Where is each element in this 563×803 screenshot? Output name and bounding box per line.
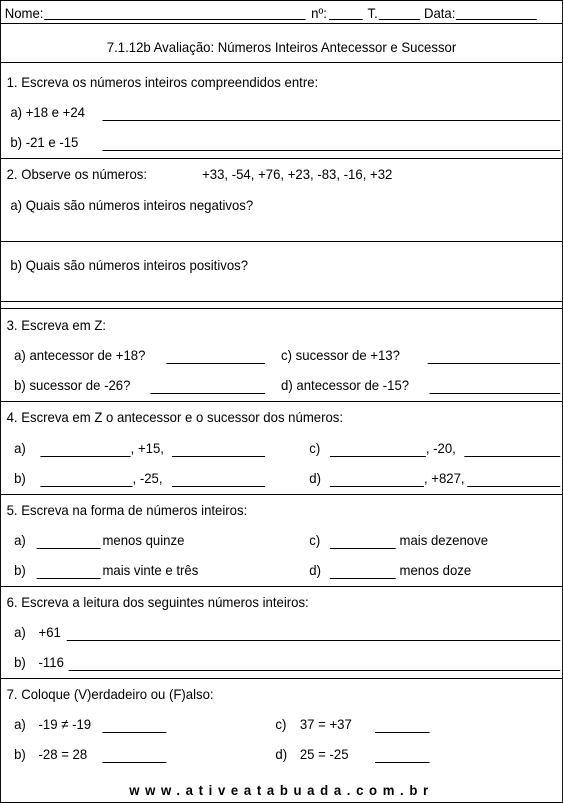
q4-c-value: , -20, — [425, 440, 456, 456]
q6-a-answer-line[interactable] — [67, 640, 561, 641]
divider — [1, 401, 562, 402]
divider — [1, 494, 562, 495]
q7-c-expr: 37 = +37 — [299, 716, 352, 732]
q7-b-answer-line[interactable] — [102, 762, 166, 763]
q5-c-text: mais dezenove — [399, 532, 489, 548]
q5-d-label: d) — [309, 562, 321, 578]
q6-prompt: 6. Escreva a leitura dos seguintes números inteiros: — [6, 594, 309, 610]
q5-b-answer-line[interactable] — [37, 578, 101, 579]
q4-a-label: a) — [14, 440, 26, 456]
q1-a-answer-line[interactable] — [102, 120, 560, 121]
q7-b-expr: -28 = 28 — [38, 746, 88, 762]
q7-d-label: d) — [275, 746, 288, 762]
q1-prompt: 1. Escreva os números inteiros compreendidos entre: — [6, 74, 319, 90]
q2-a-answer-line[interactable] — [1, 241, 562, 242]
q7-c-label: c) — [275, 716, 287, 732]
nome-blank[interactable] — [44, 19, 305, 20]
q3-b-answer-line[interactable] — [150, 393, 265, 394]
q7-d-answer-line[interactable] — [375, 762, 430, 763]
q5-a-label: a) — [14, 532, 26, 548]
q3-prompt: 3. Escreva em Z: — [6, 317, 107, 333]
q4-b-value: , -25, — [132, 470, 163, 486]
q5-a-text: menos quinze — [102, 532, 185, 548]
q2-prompt: 2. Observe os números: — [6, 166, 148, 182]
q7-a-expr: -19 ≠ -19 — [38, 716, 92, 732]
q2-a-text: a) Quais são números inteiros negativos? — [10, 197, 254, 213]
q4-prompt: 4. Escreva em Z o antecessor e o sucessor dos números: — [6, 409, 344, 425]
q5-d-text: menos doze — [399, 562, 472, 578]
q4-a-antecessor-line[interactable] — [40, 456, 130, 457]
q7-c-answer-line[interactable] — [375, 732, 430, 733]
q5-a-answer-line[interactable] — [37, 548, 101, 549]
q1-b-text: b) -21 e -15 — [10, 134, 79, 150]
q6-a-label: a) — [14, 624, 26, 640]
q7-a-label: a) — [14, 716, 26, 732]
numero-blank[interactable] — [329, 19, 363, 20]
q4-d-sucessor-line[interactable] — [467, 486, 560, 487]
q4-b-antecessor-line[interactable] — [40, 486, 132, 487]
data-blank[interactable] — [456, 19, 537, 20]
q5-c-label: c) — [309, 532, 321, 548]
divider — [1, 678, 562, 679]
divider — [1, 586, 562, 587]
q4-d-antecessor-line[interactable] — [330, 486, 424, 487]
q6-b-answer-line[interactable] — [69, 670, 561, 671]
q7-prompt: 7. Coloque (V)erdadeiro ou (F)also: — [6, 686, 214, 702]
q4-a-sucessor-line[interactable] — [172, 456, 265, 457]
q1-a-text: a) +18 e +24 — [10, 104, 85, 120]
divider — [1, 308, 562, 309]
numero-label: nº: — [311, 5, 327, 21]
q3-a-answer-line[interactable] — [166, 363, 265, 364]
q2-numbers: +33, -54, +76, +23, -83, -16, +32 — [202, 166, 393, 182]
q4-d-label: d) — [309, 470, 321, 486]
q4-a-value: , +15, — [130, 440, 164, 456]
q4-b-label: b) — [14, 470, 26, 486]
q7-d-expr: 25 = -25 — [299, 746, 349, 762]
q5-d-answer-line[interactable] — [330, 578, 396, 579]
page-title: 7.1.12b Avaliação: Números Inteiros Antecessor e Sucessor — [106, 39, 457, 55]
q5-prompt: 5. Escreva na forma de números inteiros: — [6, 502, 248, 518]
q2-b-answer-line[interactable] — [1, 301, 562, 302]
q7-b-label: b) — [14, 746, 26, 762]
footer-website: www.ativeatabuada.com.br — [129, 782, 434, 798]
q4-c-antecessor-line[interactable] — [330, 456, 426, 457]
q2-b-text: b) Quais são números inteiros positivos? — [10, 257, 249, 273]
divider — [1, 62, 562, 63]
q6-a-value: +61 — [38, 624, 61, 640]
q3-d-answer-line[interactable] — [430, 393, 561, 394]
q1-b-answer-line[interactable] — [102, 150, 560, 151]
q4-b-sucessor-line[interactable] — [172, 486, 265, 487]
turma-label: T. — [367, 5, 378, 21]
q6-b-value: -116 — [38, 654, 64, 670]
divider — [1, 158, 562, 159]
q4-c-sucessor-line[interactable] — [464, 456, 560, 457]
q3-a-text: a) antecessor de +18? — [14, 347, 146, 363]
q6-b-label: b) — [14, 654, 26, 670]
divider — [1, 23, 562, 24]
q4-d-value: , +827, — [423, 470, 465, 486]
q4-c-label: c) — [309, 440, 321, 456]
q5-b-label: b) — [14, 562, 26, 578]
q3-d-text: d) antecessor de -15? — [281, 377, 410, 393]
q3-c-text: c) sucessor de +13? — [281, 347, 400, 363]
q3-c-answer-line[interactable] — [428, 363, 561, 364]
q7-a-answer-line[interactable] — [102, 732, 166, 733]
data-label: Data: — [423, 5, 456, 21]
q5-b-text: mais vinte e três — [102, 562, 199, 578]
q3-b-text: b) sucessor de -26? — [14, 377, 131, 393]
q5-c-answer-line[interactable] — [330, 548, 396, 549]
nome-label: Nome: — [4, 5, 44, 21]
turma-blank[interactable] — [379, 19, 420, 20]
